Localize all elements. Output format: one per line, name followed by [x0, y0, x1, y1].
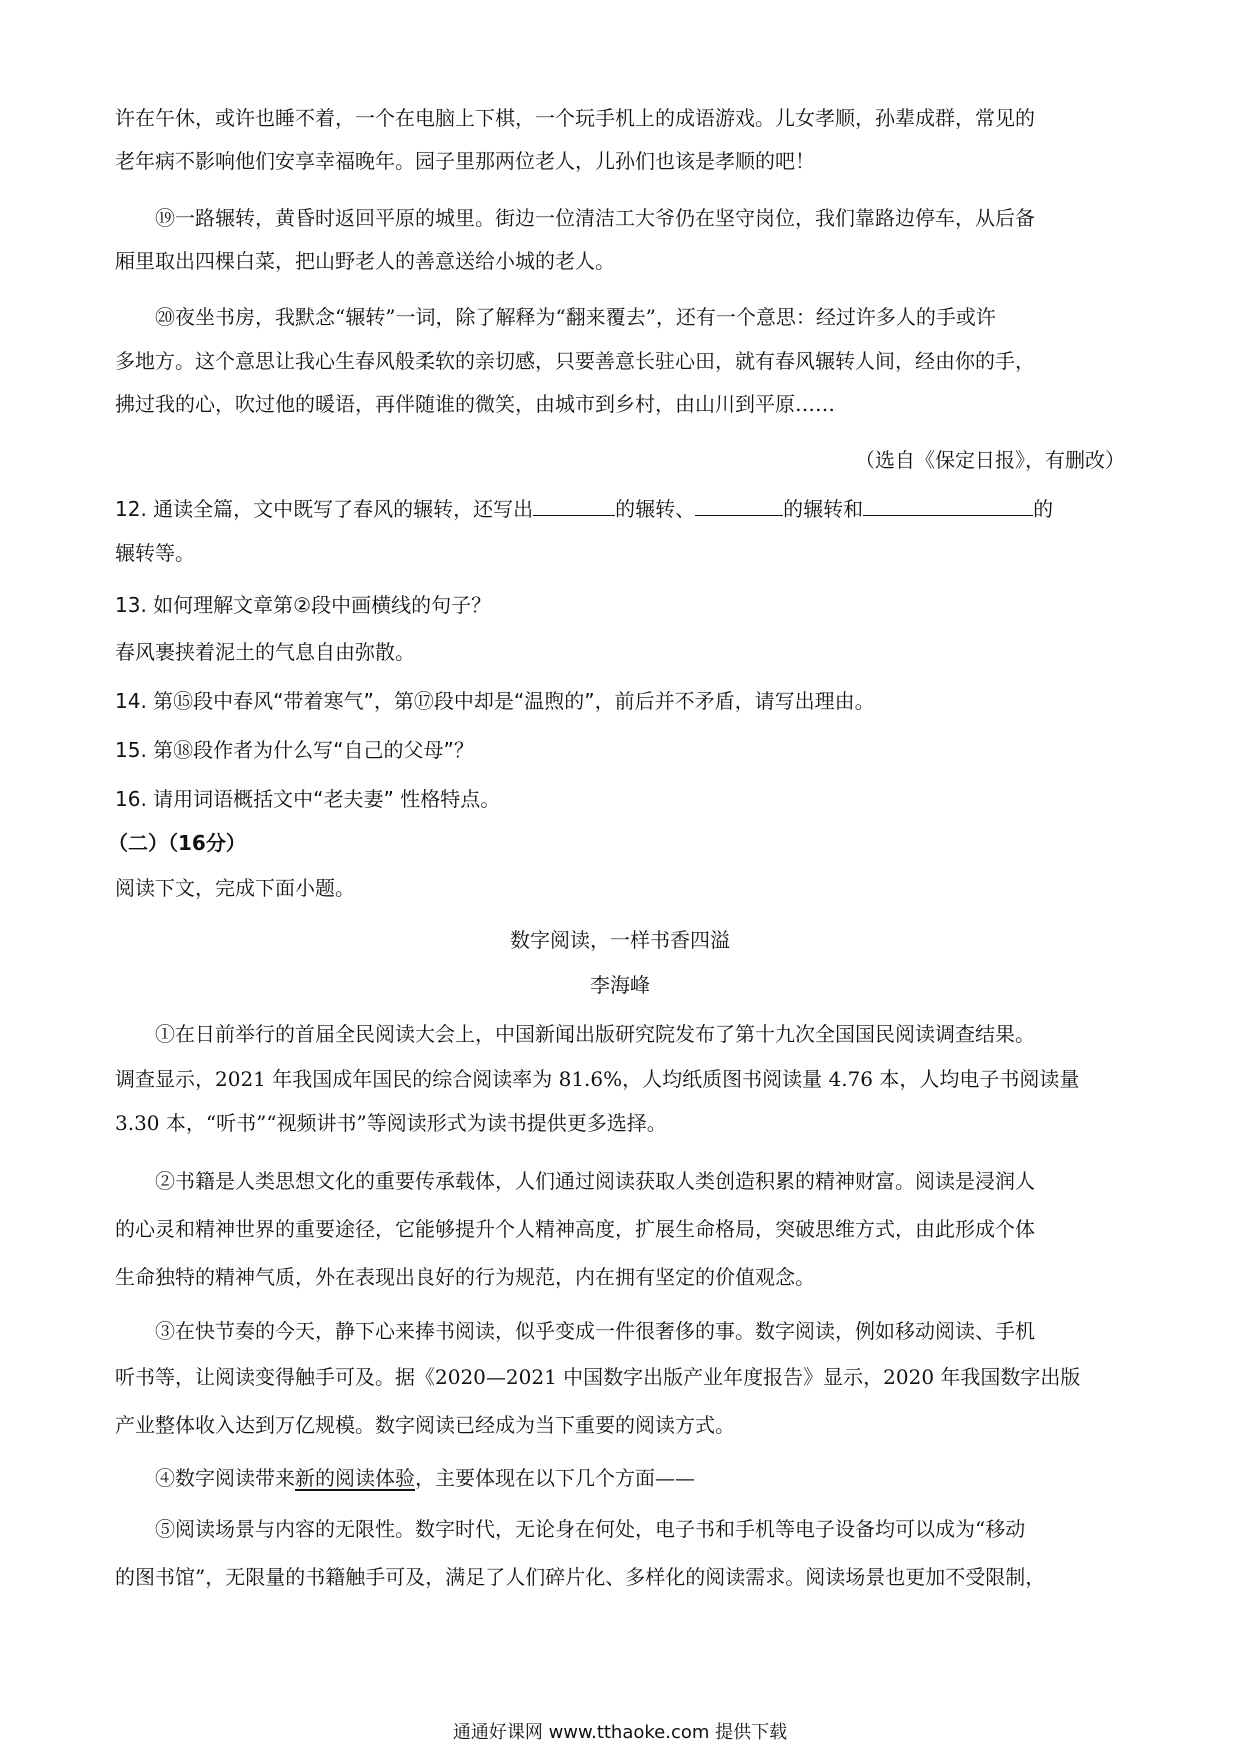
- q12-blank-2[interactable]: [695, 493, 783, 516]
- article-author: 李海峰: [590, 973, 650, 997]
- passage2-line-8: 听书等，让阅读变得触手可及。据《2020—2021 中国数字出版产业年度报告》显示，2020 年我国数字出版: [115, 1365, 1081, 1389]
- question-13: 13. 如何理解文章第②段中画横线的句子？: [115, 593, 492, 617]
- article-title: 数字阅读，一样书香四溢: [510, 928, 730, 952]
- passage1-line-4: 厢里取出四棵白菜，把山野老人的善意送给小城的老人。: [115, 249, 615, 273]
- passage1-line-5: ⑳夜坐书房，我默念“辗转”一词，除了解释为“翻来覆去”，还有一个意思：经过许多人的手或许: [155, 305, 996, 329]
- passage2-line-11: ⑤阅读场景与内容的无限性。数字时代，无论身在何处，电子书和手机等电子设备均可以成为“移动: [155, 1517, 1026, 1541]
- passage2-line-2: 调查显示，2021 年我国成年国民的综合阅读率为 81.6%，人均纸质图书阅读量 4.76 本，人均电子书阅读量: [115, 1067, 1080, 1091]
- passage1-line-7: 拂过我的心，吹过他的暖语，再伴随谁的微笑，由城市到乡村，由山川到平原……: [115, 392, 835, 416]
- passage2-line-6: 生命独特的精神气质，外在表现出良好的行为规范，内在拥有坚定的价值观念。: [115, 1265, 815, 1289]
- passage2-line-5: 的心灵和精神世界的重要途径，它能够提升个人精神高度，扩展生命格局，突破思维方式，由此形成个体: [115, 1217, 1035, 1241]
- q12-text-3: 的辗转和: [783, 497, 864, 521]
- q12-text-1: 12. 通读全篇，文中既写了春风的辗转，还写出: [115, 497, 534, 521]
- question-14: 14. 第⑮段中春风“带着寒气”，第⑰段中却是“温煦的”，前后并不矛盾，请写出理由。: [115, 689, 875, 713]
- section-instruction: 阅读下文，完成下面小题。: [115, 876, 355, 900]
- passage1-line-6: 多地方。这个意思让我心生春风般柔软的亲切感，只要善意长驻心田，就有春风辗转人间，经由你的手，: [115, 349, 1035, 373]
- passage2-line-9: 产业整体收入达到万亿规模。数字阅读已经成为当下重要的阅读方式。: [115, 1413, 735, 1437]
- q12-blank-1[interactable]: [533, 493, 615, 516]
- question-12: [115, 493, 1125, 524]
- question-12-continued: 辗转等。: [115, 541, 195, 565]
- passage2-line-7: ③在快节奏的今天，静下心来捧书阅读，似乎变成一件很奢侈的事。数字阅读，例如移动阅读、手机: [155, 1319, 1035, 1343]
- page-footer: 通通好课网 www.tthaoke.com 提供下载: [452, 1722, 788, 1743]
- passage1-line-1: 许在午休，或许也睡不着，一个在电脑上下棋，一个玩手机上的成语游戏。儿女孝顺，孙辈成群，常见的: [115, 106, 1035, 130]
- p4-prefix: ④数字阅读带来: [155, 1466, 295, 1490]
- passage1-line-3: ⑲一路辗转，黄昏时返回平原的城里。街边一位清洁工大爷仍在坚守岗位，我们靠路边停车，从后备: [155, 206, 1035, 230]
- section-heading: （二）（16分）: [108, 831, 246, 855]
- p4-underlined-phrase: 新的阅读体验: [295, 1466, 415, 1490]
- question-15: 15. 第⑱段作者为什么写“自己的父母”？: [115, 738, 474, 762]
- question-16: 16. 请用词语概括文中“老夫妻” 性格特点。: [115, 787, 501, 811]
- passage2-line-12: 的图书馆”，无限量的书籍触手可及，满足了人们碎片化、多样化的阅读需求。阅读场景也更加不受限制，: [115, 1565, 1046, 1589]
- q12-text-2: 的辗转、: [615, 497, 696, 521]
- passage2-line-1: ①在日前举行的首届全民阅读大会上，中国新闻出版研究院发布了第十九次全国国民阅读调查结果。: [155, 1022, 1035, 1046]
- passage2-line-3: 3.30 本，“听书”“视频讲书”等阅读形式为读书提供更多选择。: [115, 1111, 667, 1135]
- question-13-sentence: 春风裹挟着泥土的气息自由弥散。: [115, 640, 415, 664]
- passage2-line-4: ②书籍是人类思想文化的重要传承载体，人们通过阅读获取人类创造积累的精神财富。阅读是浸润人: [155, 1169, 1035, 1193]
- passage1-line-2: 老年病不影响他们安享幸福晚年。园子里那两位老人，儿孙们也该是孝顺的吧！: [115, 149, 815, 173]
- p4-suffix: ，主要体现在以下几个方面——: [415, 1466, 695, 1490]
- q12-blank-3[interactable]: [863, 493, 1033, 516]
- q12-text-4: 的: [1033, 497, 1054, 521]
- passage2-paragraph-4: [155, 1463, 1125, 1493]
- passage1-source: （选自《保定日报》，有删改）: [855, 448, 1125, 472]
